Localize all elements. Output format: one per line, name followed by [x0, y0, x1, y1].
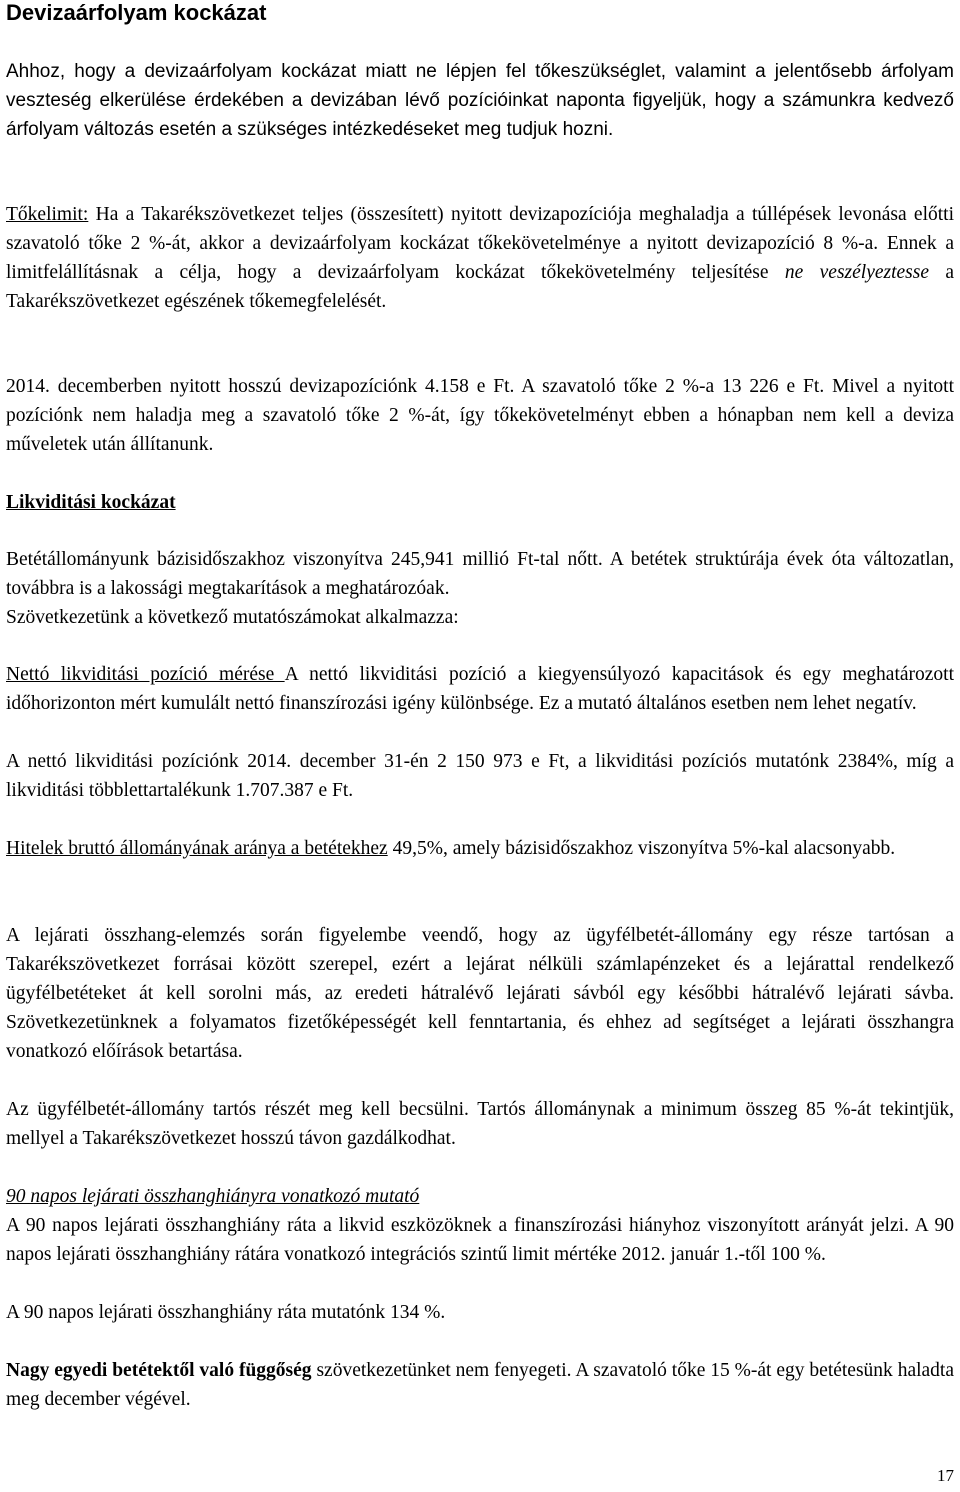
- loan-ratio-text: 49,5%, amely bázisidőszakhoz viszonyítva 5%-kal alacsonyabb.: [387, 838, 896, 859]
- maturity-paragraph-2: Az ügyfélbetét-állomány tartós részét meg kell becsülni. Tartós állománynak a minimum összeg 85 %-át tekintjük, mellyel a Takarékszövetkezet hosszú távon gazdálkodhat.: [6, 1099, 954, 1149]
- intro-paragraph: Ahhoz, hogy a devizaárfolyam kockázat miatt ne lépjen fel tőkeszükséglet, valamint a jelentősebb árfolyam veszteség elkerülése érdekében a devizában lévő pozícióinkat naponta figyeljük, hogy a számunkra kedvező árfolyam változás esetén a szükséges intézkedéseket meg tudjuk hozni.: [6, 61, 954, 140]
- net-liquidity-value: A nettó likviditási pozíciónk 2014. december 31-én 2 150 973 e Ft, a likviditási pozíciós mutatónk 2384%, míg a likviditási többlettartalékunk 1.707.387 e Ft.: [6, 751, 954, 801]
- large-deposits-label: Nagy egyedi betétektől való függőség: [6, 1360, 312, 1381]
- capital-limit-label: Tőkelimit:: [6, 204, 89, 225]
- loan-ratio-paragraph: [6, 834, 954, 863]
- indicators-intro: Szövetkezetünk a következő mutatószámokat alkalmazza:: [6, 607, 459, 628]
- net-liquidity-label: Nettó likviditási pozíció mérése: [6, 664, 285, 685]
- maturity-paragraph-1: A lejárati összhang-elemzés során figyelembe veendő, hogy az ügyfélbetét-állomány egy része tartósan a Takarékszövetkezet forrásai között szerepel, ezért a lejárat nélküli számlapénzeket és a lejárattal rendelkező ügyfélbetéteket át kell sorolni más, az eredeti hátralévő lejárati sávból egy későbbi hátralévő lejárati sávba. Szövetkezetünknek a folyamatos fizetőképességét kell fenntartania, és ehhez ad segítséget a lejárati összhangra vonatkozó előírások betartása.: [6, 925, 954, 1062]
- gap-label: 90 napos lejárati összhanghiányra vonatkozó mutató: [6, 1186, 420, 1207]
- deposits-paragraph: Betétállományunk bázisidőszakhoz viszonyítva 245,941 millió Ft-tal nőtt. A betétek struktúrája évek óta változatlan, továbbra is a lakossági megtakarítások a meghatározóak.: [6, 549, 954, 599]
- section-title-currency-risk: Devizaárfolyam kockázat: [6, 0, 267, 25]
- net-liquidity-paragraph: [6, 660, 954, 718]
- page-number: 17: [937, 1466, 954, 1485]
- net-liquidity-text: A nettó likviditási pozíció a kiegyensúlyozó kapacitások és egy meghatározott időhorizonton mért kumulált nettó finanszírozási igény különbsége. Ez a mutató általános esetben nem lehet negatív.: [6, 664, 954, 714]
- section-heading-liquidity-risk: Likviditási kockázat: [6, 492, 176, 513]
- capital-limit-paragraph: [6, 200, 954, 316]
- capital-limit-italic: ne veszélyeztesse: [784, 262, 929, 283]
- large-deposits-text: szövetkezetünket nem fenyegeti. A szavatoló tőke 15 %-át egy betétesünk haladta meg december végével.: [6, 1360, 955, 1410]
- large-deposits-paragraph: [6, 1356, 954, 1414]
- capital-limit-text-2: a Takarékszövetkezet egészének tőkemegfelelését.: [6, 262, 954, 312]
- capital-limit-text-1: Ha a Takarékszövetkezet teljes (összesített) nyitott devizapozíciója meghaladja a túllépések levonása előtti szavatoló tőke 2 %-át, akkor a devizaárfolyam kockázat tőkekövetelménye a nyitott devizapozíció 8 %-a. Ennek a limitfelállításnak a célja, hogy a devizaárfolyam kockázat tőkekövetelmény teljesítése: [6, 204, 954, 283]
- december-position-paragraph: 2014. decemberben nyitott hosszú devizapozíciónk 4.158 e Ft. A szavatoló tőke 2 %-a 13 226 e Ft. Mivel a nyitott pozíciónk nem haladja meg a szavatoló tőke 2 %-át, így tőkekövetelményt ebben a hónapban nem kell a deviza műveletek után állítanunk.: [6, 376, 954, 455]
- loan-ratio-label: Hitelek bruttó állományának aránya a betétekhez: [6, 838, 388, 859]
- gap-paragraph: A 90 napos lejárati összhanghiány ráta a likvid eszközöknek a finanszírozási hiányhoz viszonyított arányát jelzi. A 90 napos lejárati összhanghiány rátára vonatkozó integrációs szintű limit mértéke 2012. január 1.-től 100 %.: [6, 1215, 954, 1265]
- gap-value: A 90 napos lejárati összhanghiány ráta mutatónk 134 %.: [6, 1302, 446, 1323]
